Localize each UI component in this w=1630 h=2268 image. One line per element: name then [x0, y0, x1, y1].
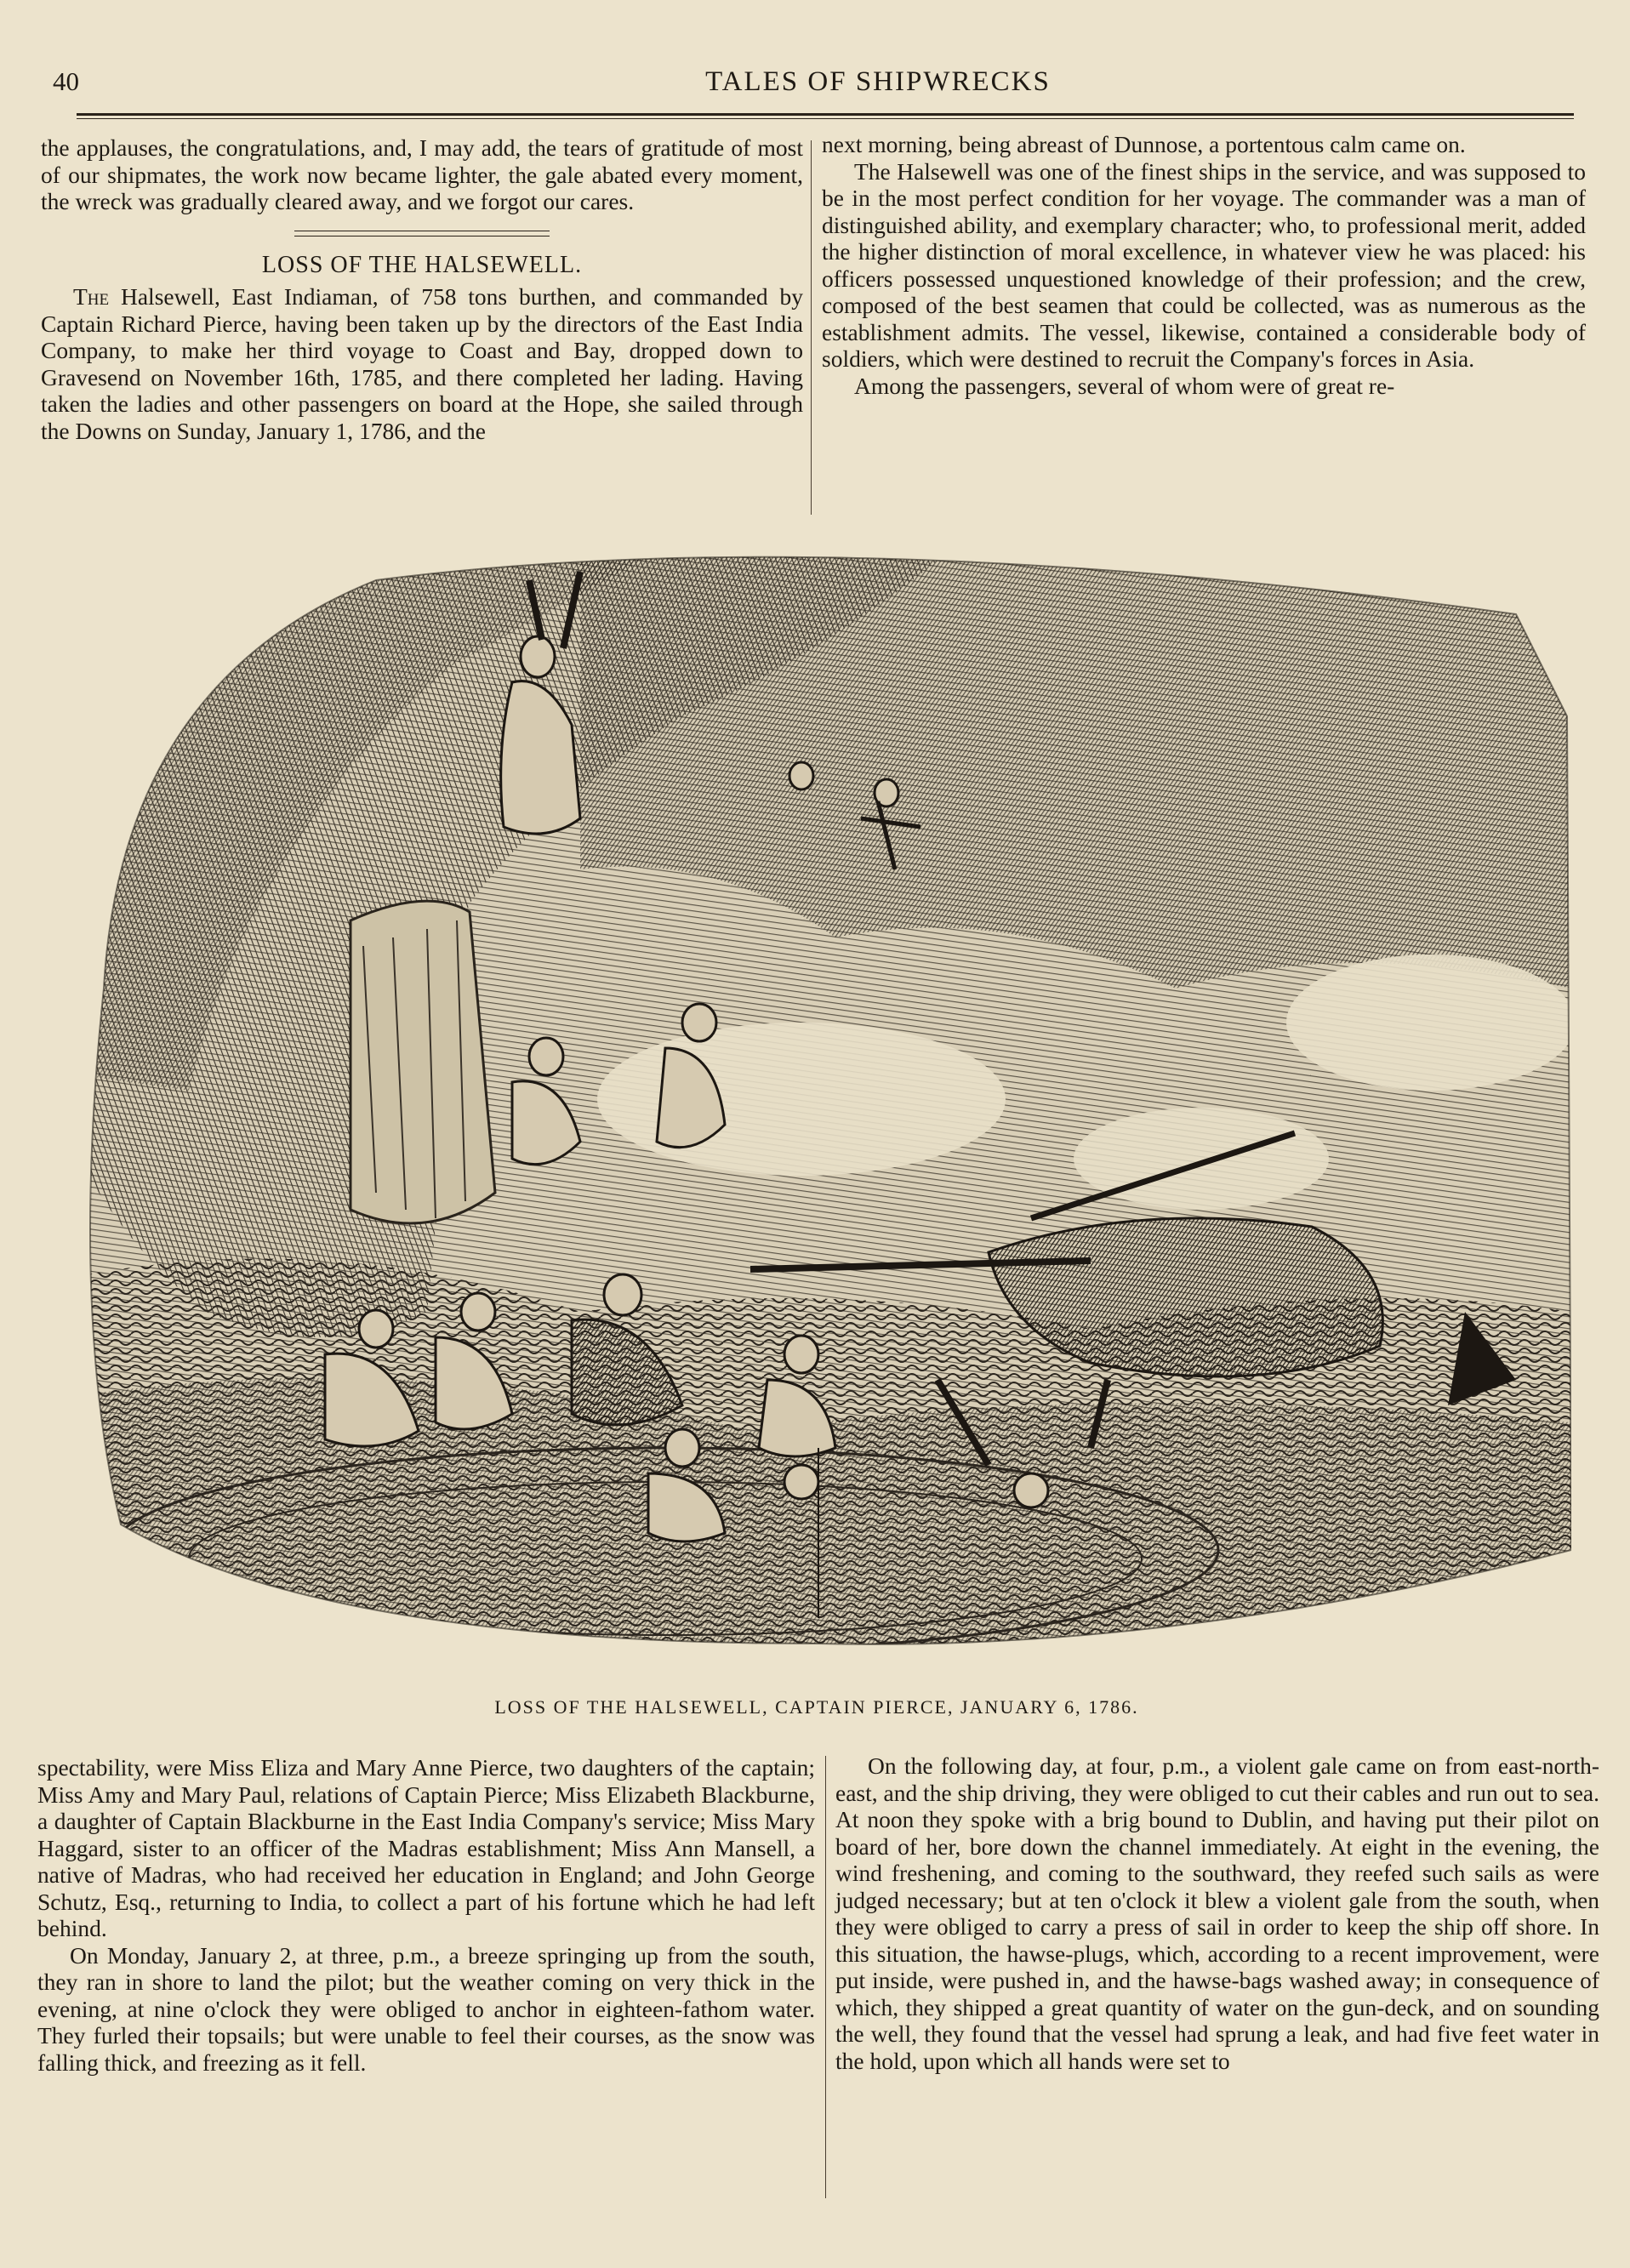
page-header	[53, 66, 1584, 117]
column-bottom-right	[835, 1752, 1599, 2074]
paragraph: The Halsewell was one of the finest ships in the service, and was supposed to be in the most perfect condition for her voyage. The commander was a man of distinguished ability, and exemplary character; who, to professional merit, added the higher distinction of moral excellence, in whatever view he was placed: his officers possessed unquestioned knowledge of their profession; and the crew, composed of the best seamen that could be collected, was as numerous as the establishment admits. The vessel, likewise, contained a considerable body of soldiers, which were destined to recruit the Company's forces in Asia.	[822, 157, 1586, 372]
running-title: TALES OF SHIPWRECKS	[705, 66, 1051, 97]
paragraph: On the following day, at four, p.m., a violent gale came on from east-north-east, and the ship driving, they were obliged to cut their cables and run out to sea. At noon they spoke with a brig bound to Dublin, and having put their pilot on board of her, bore down the channel immediately. At eight in the evening, the wind freshening, and coming to the southward, they reefed such sails as were judged necessary; but at ten o'clock it blew a violent gale from the south, when they were obliged to carry a press of sail in order to keep the ship off shore. In this situation, the hawse-plugs, which, according to a recent improvement, were put inside, were pushed in, and the hawse-bags washed away; in consequence of which, they shipped a great quantity of water on the gun-deck, and on sounding the well, they found that the vessel had sprung a leak, and had five feet water in the hold, upon which all hands were set to	[835, 1752, 1599, 2074]
column-divider	[825, 1756, 826, 2198]
illustration-caption: LOSS OF THE HALSEWELL, CAPTAIN PIERCE, JANUARY 6, 1786.	[494, 1696, 1139, 1718]
paragraph: spectability, were Miss Eliza and Mary Anne Pierce, two daughters of the captain; Miss Amy and Mary Paul, relations of Captain Pierce; Miss Elizabeth Blackburne, a daughter of Captain Blackburne in the East India Company's service; Miss Mary Haggard, sister to an officer of the Madras establishment; Miss Ann Mansell, a native of Madras, who had received her education in England; and John George Schutz, Esq., returning to India, to collect a part of his fortune which he had left behind.	[37, 1754, 815, 1941]
column-top-left	[41, 134, 803, 444]
header-rule	[77, 113, 1574, 116]
column-divider	[811, 140, 812, 515]
paragraph: On Monday, January 2, at three, p.m., a breeze springing up from the south, they ran in shore to land the pilot; but the weather coming on very thick in the evening, at nine o'clock they were obliged to anchor in eighteen-fathom water. They furled their topsails; but were unable to feel their courses, as the snow was falling thick, and freezing as it fell.	[37, 1941, 815, 2076]
column-bottom-left	[37, 1754, 815, 2076]
paragraph: Among the passengers, several of whom were of great re-	[854, 372, 1395, 399]
paragraph-text: Halsewell, East Indiaman, of 758 tons burthen, and commanded by Captain Richard Pierce, having been taken up by the directors of the East India Company, to make her third voyage to Coast and Bay, dropped down to Gravesend on November 16th, 1785, and there completed her lading. Having taken the ladies and other passengers on board at the Hope, she sailed through the Downs on Sunday, January 1, 1786, and the	[41, 283, 803, 444]
page-number: 40	[53, 66, 79, 96]
header-rule-thin	[77, 118, 1574, 119]
column-top-right	[822, 131, 1586, 399]
lead-word: The	[73, 283, 110, 310]
section-heading: LOSS OF THE HALSEWELL.	[261, 251, 583, 278]
paragraph	[41, 283, 803, 444]
shipwreck-engraving	[70, 546, 1571, 1650]
paragraph: the applauses, the congratulations, and, I may add, the tears of gratitude of most of our shipmates, the work now became lighter, the gale abated every moment, the wreck was gradually cleared away, and we forgot our cares.	[41, 134, 803, 214]
paragraph: next morning, being abreast of Dunnose, a portentous calm came on.	[822, 131, 1466, 157]
